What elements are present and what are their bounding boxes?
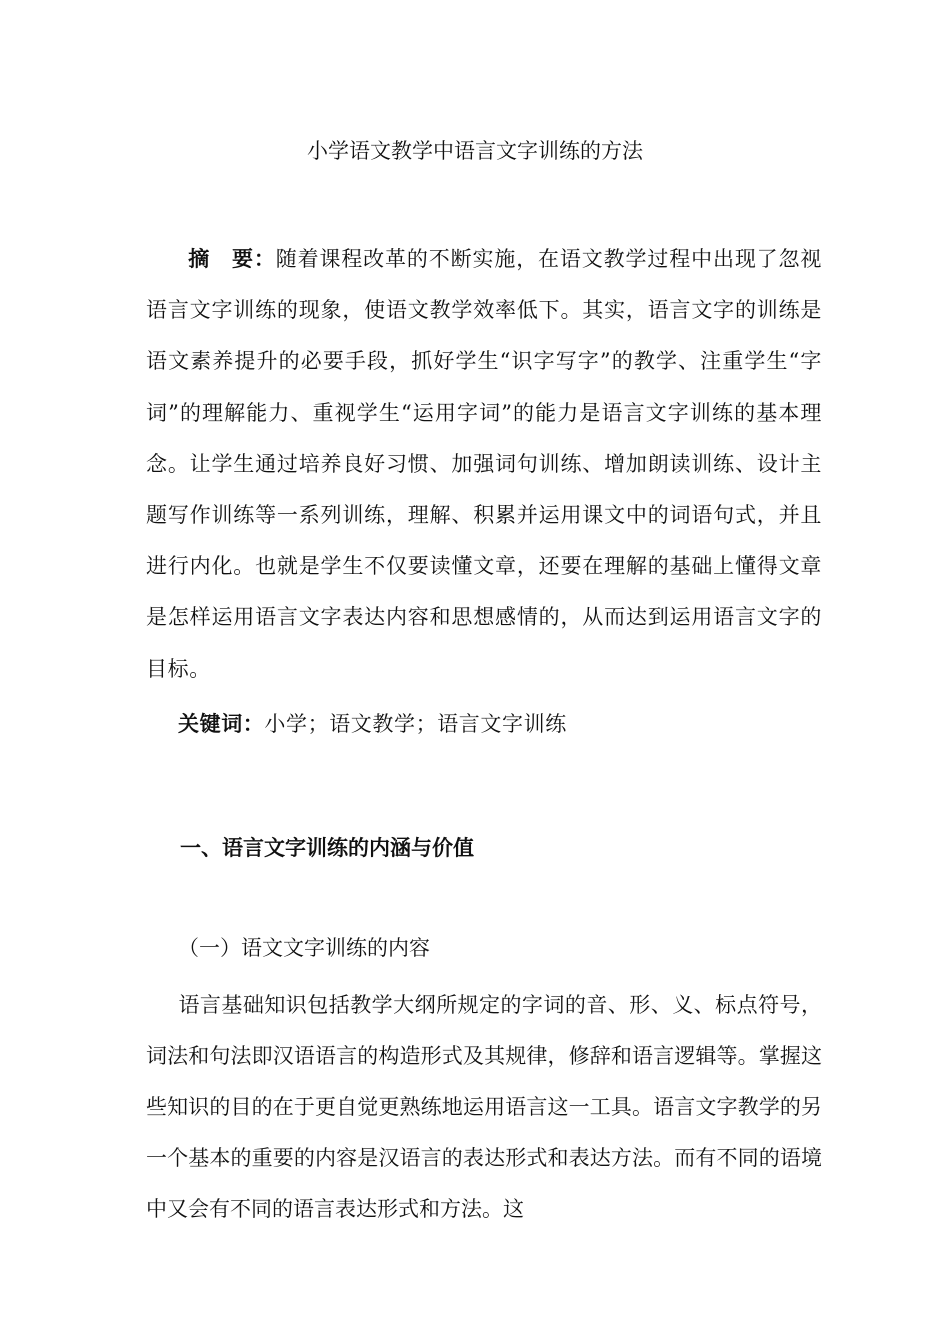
document-title: 小学语文教学中语言文字训练的方法 xyxy=(307,139,643,163)
keywords-line xyxy=(178,708,567,740)
body-paragraph xyxy=(146,980,822,1235)
keywords-label: 关键词： xyxy=(178,712,265,736)
keywords-text: 小学；语文教学；语言文字训练 xyxy=(264,712,567,736)
body-paragraph-text: 语言基础知识包括教学大纲所规定的字词的音、形、义、标点符号，词法和句法即汉语语言的构造形式及其规律，修辞和语言逻辑等。掌握这些知识的目的在于更自觉更熟练地运用语言这一工具。语言文字教学的另一个基本的重要的内容是汉语言的表达形式和表达方法。而有不同的语境中又会有不同的语言表达形式和方法。这 xyxy=(146,993,822,1221)
subsection-heading: （一）语文文字训练的内容 xyxy=(178,936,430,960)
section-heading: 一、语言文字训练的内涵与价值 xyxy=(180,836,474,860)
abstract-text: 随着课程改革的不断实施，在语文教学过程中出现了忽视语言文字训练的现象，使语文教学效率低下。其实，语言文字的训练是语文素养提升的必要手段，抓好学生“识字写字”的教学、注重学生“字词”的理解能力、重视学生“运用字词”的能力是语言文字训练的基本理念。让学生通过培养良好习惯、加强词句训练、增加朗读训练、设计主题写作训练等一系列训练，理解、积累并运用课文中的词语句式，并且进行内化。也就是学生不仅要读懂文章，还要在理解的基础上懂得文章是怎样运用语言文字表达内容和思想感情的，从而达到运用语言文字的目标。 xyxy=(146,247,823,681)
abstract-label: 摘 要： xyxy=(188,247,276,271)
abstract-paragraph xyxy=(146,234,822,695)
